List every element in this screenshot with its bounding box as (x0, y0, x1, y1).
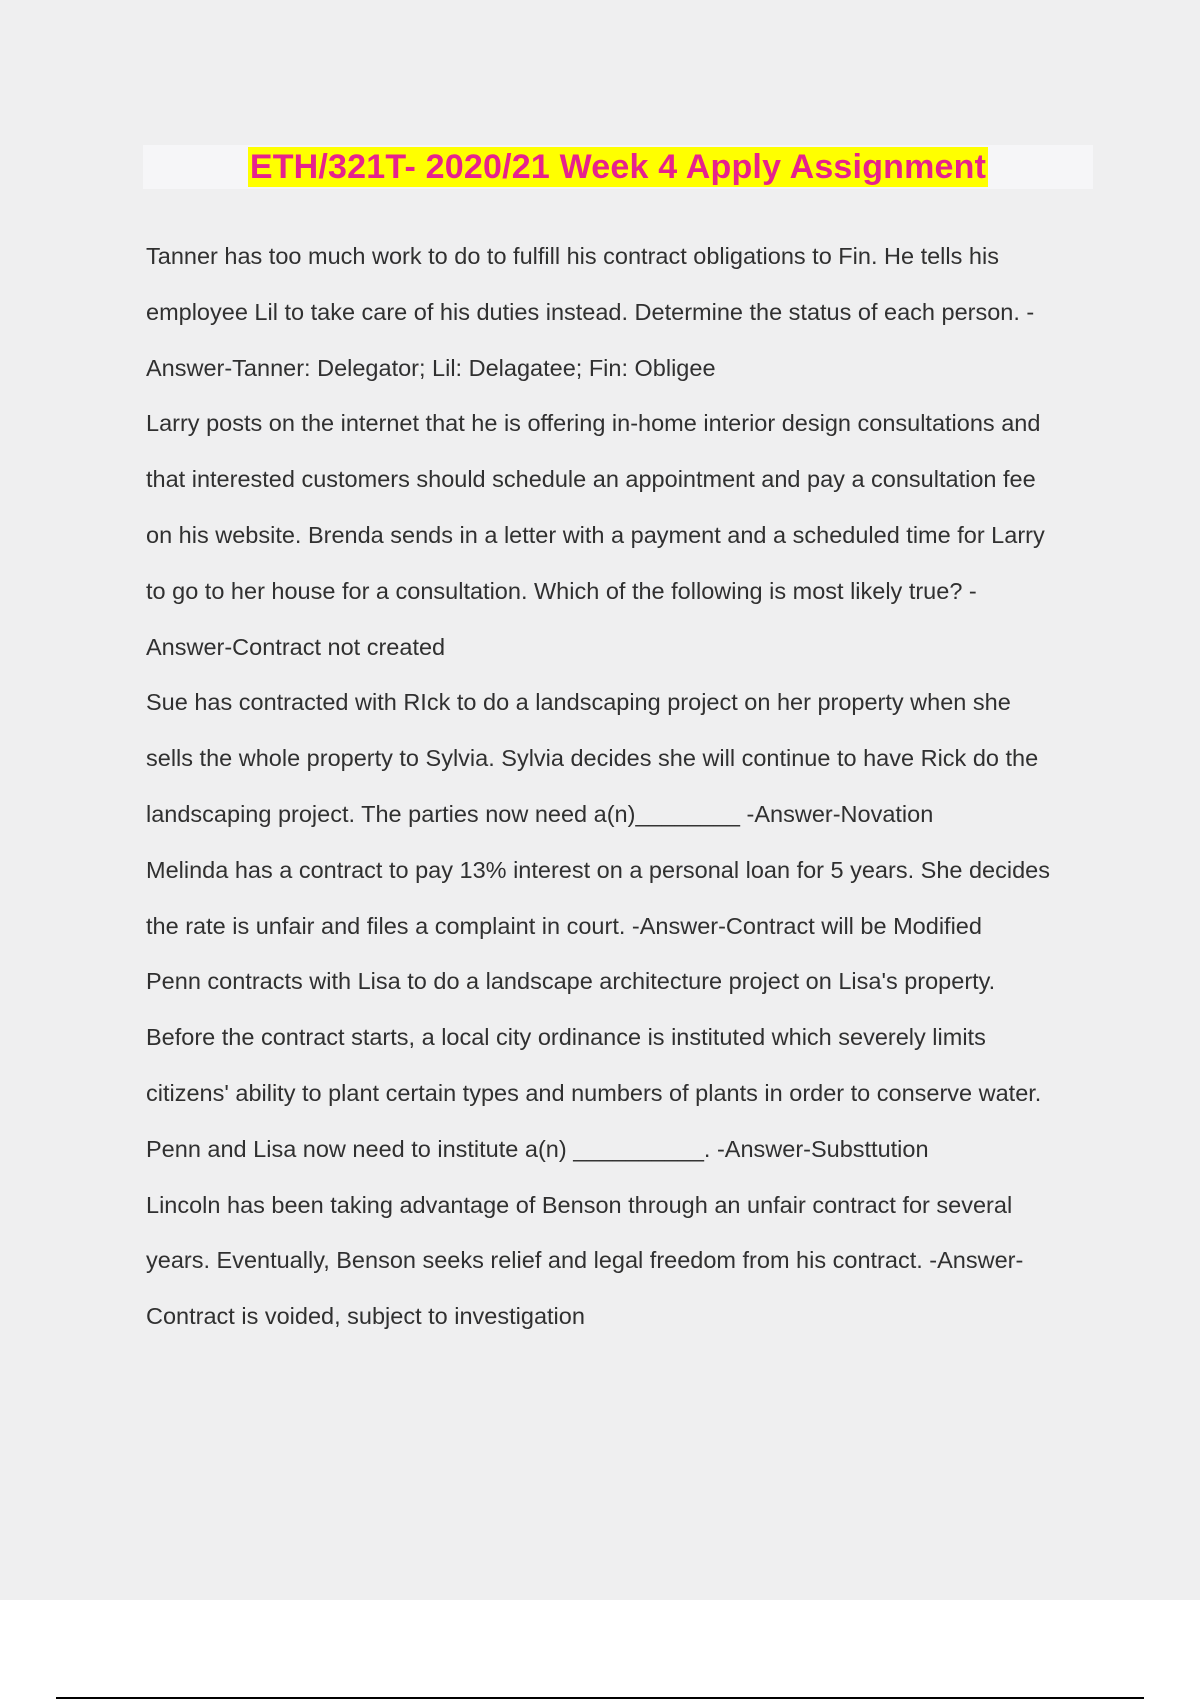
text-line: on his website. Brenda sends in a letter with a payment and a scheduled time for Larry (146, 521, 1045, 548)
text-line: Sue has contracted with RIck to do a landscaping project on her property when she (146, 689, 1011, 716)
text-line: Answer-Tanner: Delegator; Lil: Delagatee; Fin: Obligee (146, 354, 716, 381)
text-line: to go to her house for a consultation. Which of the following is most likely true? - (146, 577, 977, 604)
text-line: Melinda has a contract to pay 13% interest on a personal loan for 5 years. She decides (146, 856, 1050, 883)
text-line: citizens' ability to plant certain types and numbers of plants in order to conserve water. (146, 1079, 1042, 1106)
text-line: employee Lil to take care of his duties instead. Determine the status of each person. - (146, 298, 1035, 325)
text-line: Tanner has too much work to do to fulfill his contract obligations to Fin. He tells his (146, 243, 999, 269)
text-line: Lincoln has been taking advantage of Benson through an unfair contract for several (146, 1191, 1013, 1218)
text-line: the rate is unfair and files a complaint in court. -Answer-Contract will be Modified (146, 912, 982, 939)
footer-divider (56, 1697, 1144, 1699)
text-line: Larry posts on the internet that he is offering in-home interior design consultations and (146, 410, 1041, 437)
document-title: ETH/321T- 2020/21 Week 4 Apply Assignment (249, 148, 987, 186)
text-line: sells the whole property to Sylvia. Sylvia decides she will continue to have Rick do the (146, 745, 1039, 772)
title-band (143, 145, 1093, 189)
text-line: Penn contracts with Lisa to do a landscape architecture project on Lisa's property. (146, 968, 996, 995)
text-line: landscaping project. The parties now need a(n)________ -Answer-Novation (146, 800, 934, 827)
text-line: Before the contract starts, a local city ordinance is instituted which severely limits (146, 1024, 986, 1051)
document-body (146, 229, 1106, 1345)
text-line: that interested customers should schedule an appointment and pay a consultation fee (146, 466, 1036, 493)
text-line: years. Eventually, Benson seeks relief and legal freedom from his contract. -Answer- (146, 1247, 1024, 1274)
text-line: Answer-Contract not created (146, 633, 446, 660)
text-line: Contract is voided, subject to investigation (146, 1303, 585, 1330)
text-line: Penn and Lisa now need to institute a(n) __________. -Answer-Substtution (146, 1135, 929, 1162)
